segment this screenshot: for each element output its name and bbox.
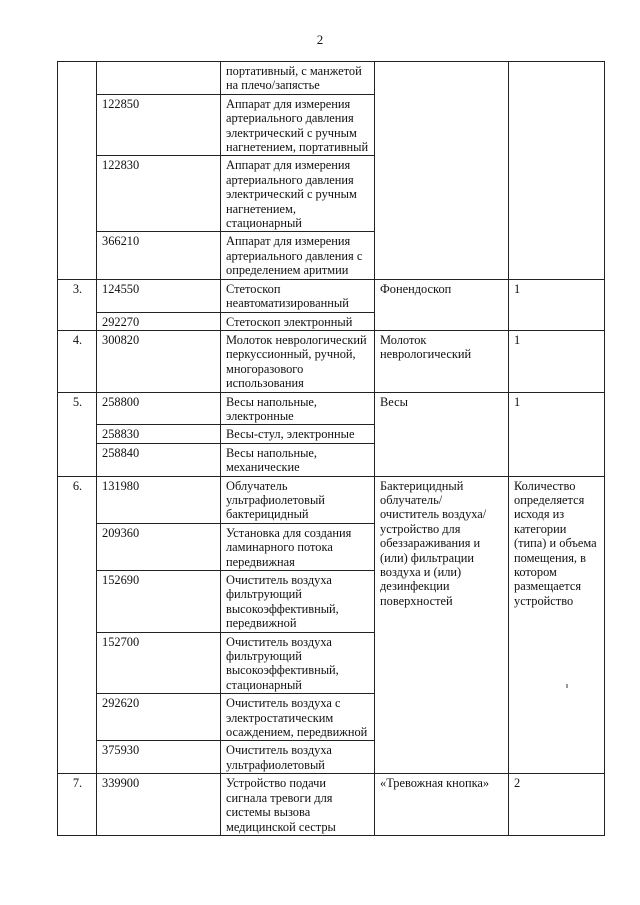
type-cell: Фонендоскоп bbox=[375, 279, 509, 330]
code-cell: 131980 bbox=[97, 476, 221, 523]
qty-cell: 1 bbox=[509, 279, 605, 330]
code-cell: 152690 bbox=[97, 571, 221, 633]
table-row bbox=[58, 62, 605, 95]
page-number: 2 bbox=[316, 32, 324, 47]
name-cell: Очиститель воздуха ультрафиолетовый bbox=[221, 741, 375, 774]
table-row bbox=[58, 392, 605, 425]
code-cell bbox=[97, 62, 221, 95]
row-number-cell: 3. bbox=[58, 279, 97, 330]
name-cell: Стетоскоп неавтоматизированный bbox=[221, 279, 375, 312]
row-number-cell: 5. bbox=[58, 392, 97, 476]
code-cell: 209360 bbox=[97, 523, 221, 570]
name-cell: Весы-стул, электронные bbox=[221, 425, 375, 443]
name-cell: портативный, с манжетой на плечо/запястье bbox=[221, 62, 375, 95]
name-cell: Молоток неврологический перкуссионный, ручной, многоразового использования bbox=[221, 330, 375, 392]
row-number-cell: 4. bbox=[58, 330, 97, 392]
code-cell: 152700 bbox=[97, 632, 221, 694]
code-cell: 375930 bbox=[97, 741, 221, 774]
name-cell: Устройство подачи сигнала тревоги для системы вызова медицинской сестры bbox=[221, 774, 375, 836]
equipment-table bbox=[57, 61, 605, 836]
type-cell: Весы bbox=[375, 392, 509, 476]
type-cell: Бактерицидный облучатель/ очиститель воздуха/ устройство для обеззараживания и (или) фильтрации воздуха и (или) дезинфекции поверхностей bbox=[375, 476, 509, 774]
qty-cell: Количество определяется исходя из категории (типа) и объема помещения, в котором размещается устройство bbox=[509, 476, 605, 774]
type-cell: Молоток неврологический bbox=[375, 330, 509, 392]
qty-cell: 1 bbox=[509, 392, 605, 476]
type-cell bbox=[375, 62, 509, 280]
code-cell: 122850 bbox=[97, 94, 221, 156]
code-cell: 292270 bbox=[97, 312, 221, 330]
name-cell: Облучатель ультрафиолетовый бактерицидный bbox=[221, 476, 375, 523]
name-cell: Весы напольные, механические bbox=[221, 443, 375, 476]
code-cell: 258830 bbox=[97, 425, 221, 443]
code-cell: 258800 bbox=[97, 392, 221, 425]
code-cell: 258840 bbox=[97, 443, 221, 476]
name-cell: Очиститель воздуха фильтрующий высокоэффективный, стационарный bbox=[221, 632, 375, 694]
name-cell: Очиститель воздуха фильтрующий высокоэффективный, передвижной bbox=[221, 571, 375, 633]
code-cell: 124550 bbox=[97, 279, 221, 312]
name-cell: Аппарат для измерения артериального давления электрический с ручным нагнетением, стационарный bbox=[221, 156, 375, 232]
table-row bbox=[58, 774, 605, 836]
name-cell: Стетоскоп электронный bbox=[221, 312, 375, 330]
name-cell: Очиститель воздуха с электростатическим осаждением, передвижной bbox=[221, 694, 375, 741]
table-row bbox=[58, 330, 605, 392]
table-row bbox=[58, 476, 605, 523]
qty-cell: 1 bbox=[509, 330, 605, 392]
scan-mark bbox=[566, 684, 568, 688]
name-cell: Весы напольные, электронные bbox=[221, 392, 375, 425]
code-cell: 300820 bbox=[97, 330, 221, 392]
qty-cell: 2 bbox=[509, 774, 605, 836]
table-row bbox=[58, 279, 605, 312]
name-cell: Аппарат для измерения артериального давления с определением аритмии bbox=[221, 232, 375, 279]
qty-cell bbox=[509, 62, 605, 280]
row-number-cell: 6. bbox=[58, 476, 97, 774]
name-cell: Аппарат для измерения артериального давления электрический с ручным нагнетением, портативный bbox=[221, 94, 375, 156]
type-cell: «Тревожная кнопка» bbox=[375, 774, 509, 836]
row-number-cell bbox=[58, 62, 97, 280]
code-cell: 366210 bbox=[97, 232, 221, 279]
code-cell: 122830 bbox=[97, 156, 221, 232]
name-cell: Установка для создания ламинарного потока передвижная bbox=[221, 523, 375, 570]
code-cell: 339900 bbox=[97, 774, 221, 836]
code-cell: 292620 bbox=[97, 694, 221, 741]
row-number-cell: 7. bbox=[58, 774, 97, 836]
